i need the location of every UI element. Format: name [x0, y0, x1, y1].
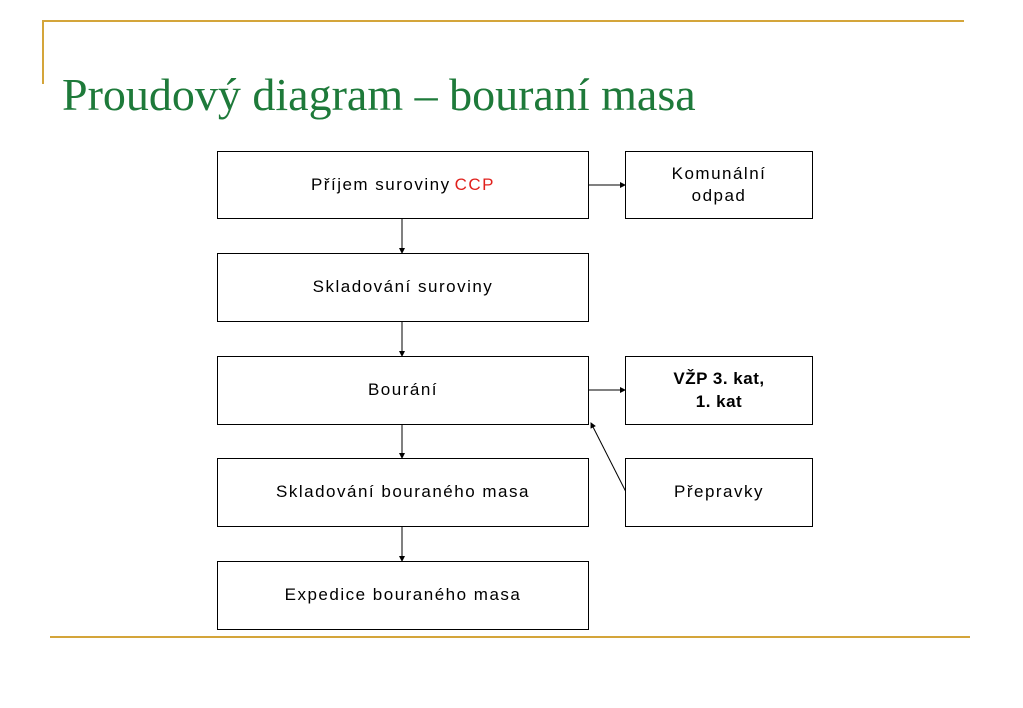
node-vzp-line1: VŽP 3. kat,: [673, 369, 765, 389]
node-prijem-suroviny: [217, 151, 589, 219]
node-vzp-line2: 1. kat: [695, 391, 743, 411]
arrow-prepravky-to-bourani: [591, 423, 626, 492]
node-skladovani-masa-label: Skladování bouraného masa: [276, 482, 530, 502]
node-prijem-label: Příjem suroviny: [310, 174, 451, 194]
node-bourani: [217, 356, 589, 425]
node-komunalni-line2: odpad: [691, 186, 747, 205]
slide-title: Proudový diagram – bouraní masa: [62, 69, 696, 120]
node-komunalni-line1: Komunální: [671, 163, 767, 183]
node-bourani-label: Bourání: [367, 380, 439, 400]
node-komunalni-odpad: [625, 151, 813, 219]
node-prepravky: [625, 458, 813, 527]
node-vzp: [625, 356, 813, 425]
node-prepravky-label: Přepravky: [673, 482, 765, 502]
ccp-marker: CCP: [454, 174, 496, 194]
node-expedice-label: Expedice bouraného masa: [284, 585, 522, 605]
node-skladovani-suroviny-label: Skladování suroviny: [312, 277, 494, 297]
node-expedice: [217, 561, 589, 630]
node-skladovani-masa: [217, 458, 589, 527]
node-skladovani-suroviny: [217, 253, 589, 322]
